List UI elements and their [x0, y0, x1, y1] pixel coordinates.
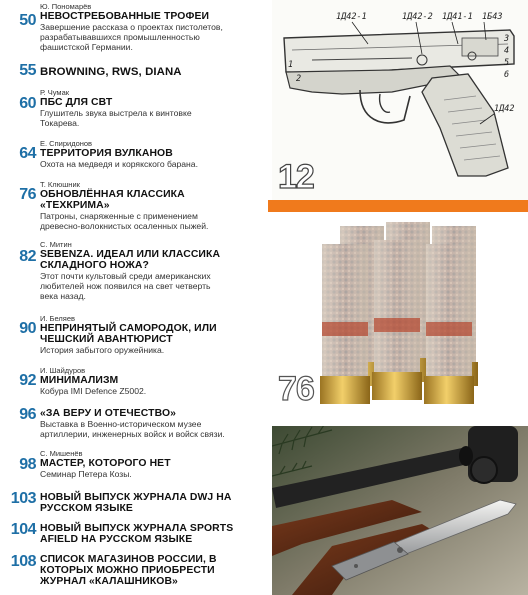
entry-body — [40, 310, 268, 355]
author: И. Шайдуров — [40, 366, 86, 375]
article-title: НОВЫЙ ВЫПУСК ЖУРНАЛА DWJ НА РУССКОМ ЯЗЫКЕ — [40, 492, 232, 514]
description-line: Токарева. — [40, 118, 80, 128]
page-number: 92 — [19, 372, 36, 389]
callout-label: 3 — [504, 34, 510, 44]
page-number: 90 — [19, 320, 36, 337]
callout-label: 1 — [288, 60, 294, 70]
entry-body — [40, 136, 268, 169]
description-line: Этот почти культовый среди американских — [40, 271, 211, 281]
callout-label: 5 — [504, 58, 510, 68]
callout-label: 6 — [504, 70, 510, 80]
entry-body — [40, 446, 268, 479]
page-number: 76 — [19, 186, 36, 203]
description-line: древесно-волокнистых осаленных пыжей. — [40, 221, 209, 231]
page-number: 60 — [19, 95, 36, 112]
entry-body — [40, 362, 268, 396]
description-line: любителей нож появился на свет четверть — [40, 281, 211, 291]
article-title: НЕПРИНЯТЫЙ САМОРОДОК, ИЛИ ЧЕШСКИЙ АВАНТЮРИСТ — [40, 323, 217, 345]
callout-label: 1Б43 — [482, 12, 503, 22]
figure-page-number: 76 — [278, 370, 314, 408]
article-title: НОВЫЙ ВЫПУСК ЖУРНАЛА SPORTS AFIELD НА РУССКОМ ЯЗЫКЕ — [40, 523, 234, 545]
description-line: фашистской Германии. — [40, 42, 133, 52]
author: Е. Спиридонов — [40, 139, 93, 148]
article-title: НЕВОСТРЕБОВАННЫЕ ТРОФЕИ — [40, 11, 210, 22]
page-number: 103 — [10, 490, 36, 507]
page-number: 50 — [19, 12, 36, 29]
description-line: Выставка в Военно-историческом музее — [40, 419, 202, 429]
description-line: века назад. — [40, 291, 86, 301]
callout-label: 2 — [296, 74, 302, 84]
page-number: 108 — [10, 553, 36, 570]
entry-body — [40, 60, 268, 78]
description-line: Охота на медведя и корякского барана. — [40, 159, 198, 169]
entry-body — [40, 85, 268, 128]
entry-body — [40, 550, 268, 587]
article-title: BROWNING, RWS, DIANA — [40, 66, 182, 78]
author: С. Мишенёв — [40, 449, 83, 458]
page-number: 64 — [19, 145, 36, 162]
author: Ю. Пономарёв — [40, 2, 92, 11]
callout-label: 1Д42 — [494, 104, 515, 114]
article-title: SEBENZA. ИДЕАЛ ИЛИ КЛАССИКА СКЛАДНОГО НОЖА? — [40, 249, 221, 271]
callout-label: 1Д42-2 — [402, 12, 433, 22]
description-line: Глушитель звука выстрела к винтовке — [40, 108, 192, 118]
knife-photo-panel — [272, 426, 528, 595]
article-title: ПБС ДЛЯ СВТ — [40, 97, 113, 108]
page-number: 96 — [19, 406, 36, 423]
author: С. Митин — [40, 240, 72, 249]
figure-page-number: 12 — [278, 158, 314, 196]
description-line: Семинар Петера Козы. — [40, 469, 132, 479]
description-line: разрабатывавшихся промышленностью — [40, 32, 200, 42]
author: Р. Чумак — [40, 88, 70, 97]
entry-body — [40, 519, 268, 545]
page-number: 82 — [19, 248, 36, 265]
author: И. Беляев — [40, 314, 75, 323]
author: Т. Клюшник — [40, 180, 80, 189]
entry-body — [40, 176, 268, 231]
description-line: Патроны, снаряженные с применением — [40, 211, 198, 221]
entry-body — [40, 236, 268, 301]
callout-label: 1Д41-1 — [442, 12, 473, 22]
article-title: МАСТЕР, КОТОРОГО НЕТ — [40, 458, 171, 469]
pistol-drawing-panel — [272, 0, 528, 200]
page-number: 98 — [19, 456, 36, 473]
page-number: 55 — [19, 62, 36, 79]
article-title: «ЗА ВЕРУ И ОТЕЧЕСТВО» — [40, 408, 177, 419]
orange-separator — [268, 200, 528, 212]
shells-photo-panel — [272, 212, 528, 426]
article-title: МИНИМАЛИЗМ — [40, 375, 119, 386]
entry-body — [40, 488, 268, 514]
article-title: ТЕРРИТОРИЯ ВУЛКАНОВ — [40, 148, 173, 159]
article-title: ОБНОВЛЁННАЯ КЛАССИКА «ТЕХКРИМА» — [40, 189, 185, 211]
description-line: Завершение рассказа о проектах пистолетов, — [40, 22, 223, 32]
page-number: 104 — [10, 521, 36, 538]
knife-and-rifle-photo — [272, 426, 528, 595]
entry-body — [40, 402, 268, 439]
description-line: артиллерии, инженерных войск и войск связи. — [40, 429, 225, 439]
article-title: СПИСОК МАГАЗИНОВ РОССИИ, В КОТОРЫХ МОЖНО ПРИОБРЕСТИ ЖУРНАЛ «КАЛАШНИКОВ» — [40, 554, 217, 587]
description-line: История забытого оружейника. — [40, 345, 165, 355]
entry-body — [40, 0, 268, 52]
callout-label: 1Д42-1 — [336, 12, 367, 22]
callout-label: 4 — [504, 46, 510, 56]
description-line: Кобура IMI Defence Z5002. — [40, 386, 147, 396]
